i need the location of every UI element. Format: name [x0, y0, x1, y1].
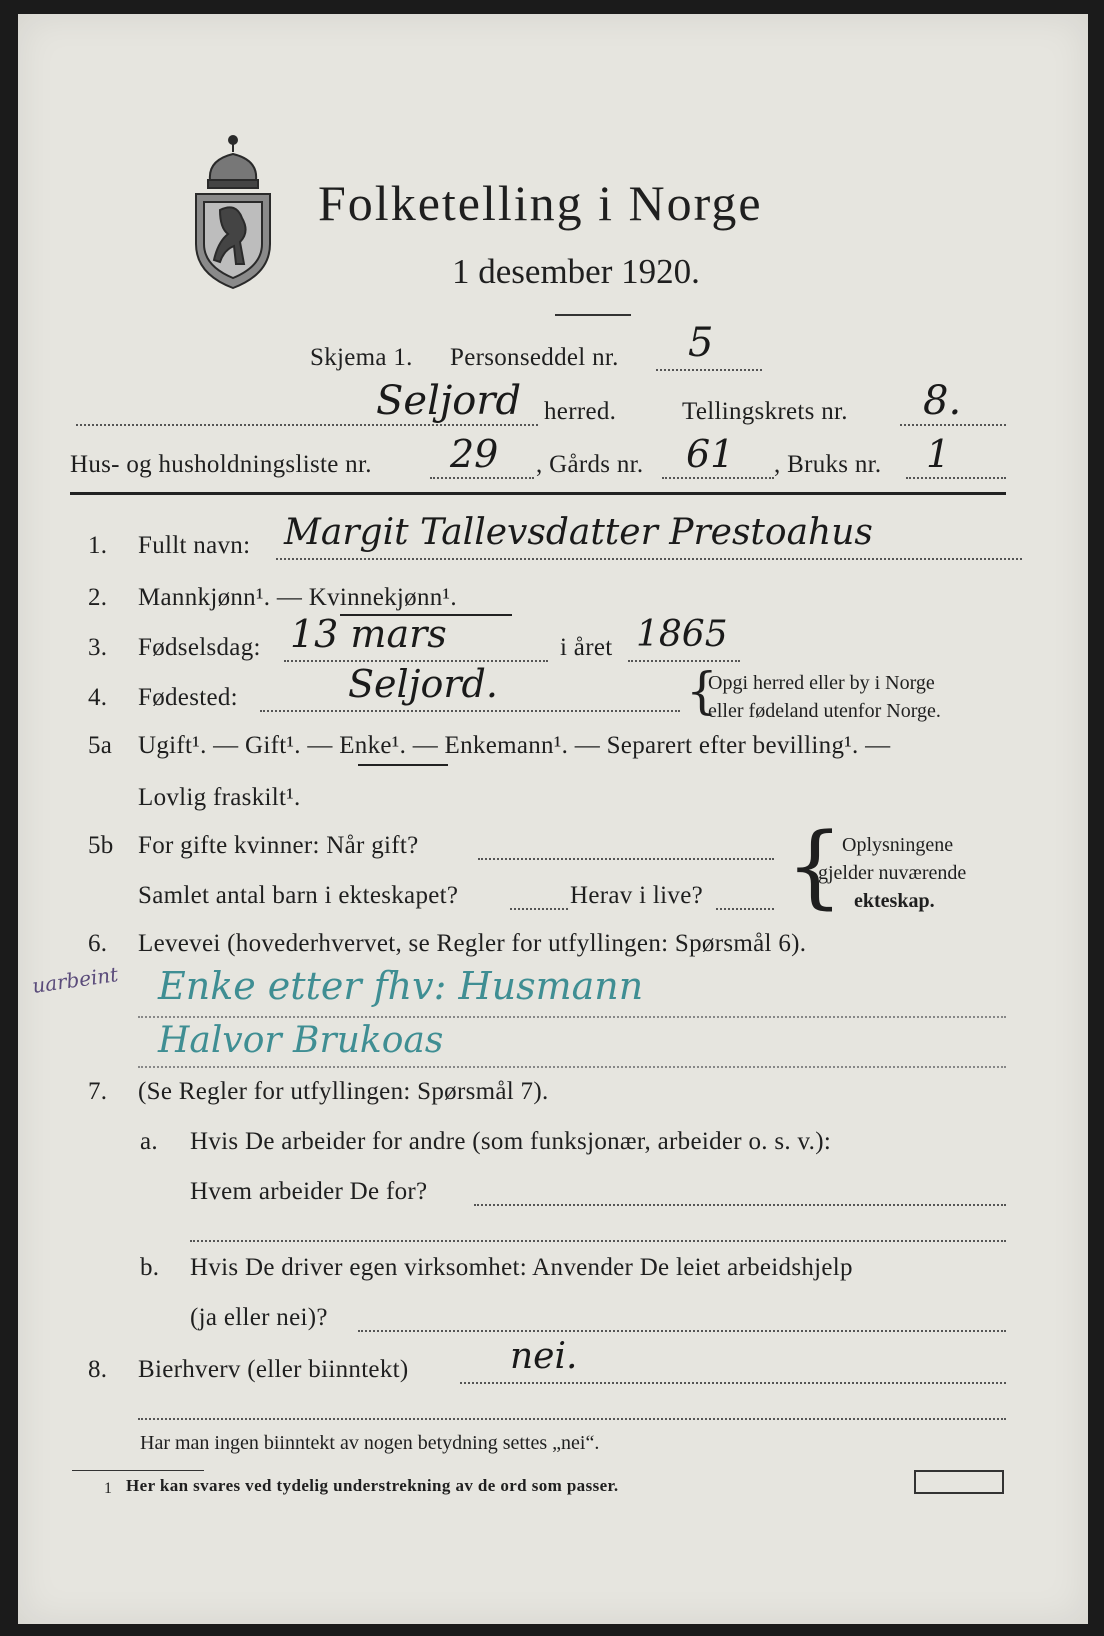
q1-value[interactable]: Margit Tallevsdatter Prestoahus	[284, 512, 873, 553]
q6-value-line-1[interactable]: Enke etter fhv: Husmann	[158, 964, 644, 1008]
q4-note-1: Opgi herred eller by i Norge	[708, 672, 935, 694]
q8-line-2[interactable]	[138, 1418, 1006, 1420]
q7a-line-2[interactable]	[190, 1240, 1006, 1242]
q5a-number: 5a	[88, 732, 113, 759]
census-form-sheet	[18, 14, 1088, 1624]
census-date: 1 desember 1920.	[452, 252, 700, 291]
q5b-line-2	[510, 908, 568, 910]
q3-value[interactable]: 13 mars	[290, 612, 447, 656]
q4-note-2: eller fødeland utenfor Norge.	[708, 700, 941, 722]
q1-label: Fullt navn:	[138, 532, 251, 559]
q6-label: Levevei (hovederhvervet, se Regler for utfyllingen: Spørsmål 6).	[138, 930, 807, 957]
q6-value-line-2[interactable]: Halvor Brukoas	[158, 1020, 444, 1061]
curly-brace-icon: {	[786, 814, 844, 919]
q5b-note-2: gjelder nuværende	[818, 862, 967, 884]
gards-line	[662, 477, 774, 479]
q1-line	[276, 558, 1022, 560]
curly-brace-icon: {	[686, 662, 718, 720]
norwegian-coat-of-arms-icon	[190, 132, 276, 292]
tellingskrets-value[interactable]: 8.	[923, 378, 962, 424]
q3-year-line	[628, 660, 740, 662]
bruks-label: , Bruks nr.	[774, 451, 882, 478]
q7b-line[interactable]	[358, 1330, 1006, 1332]
personseddel-value[interactable]: 5	[688, 320, 714, 366]
herred-line	[76, 424, 538, 426]
personseddel-line	[656, 369, 762, 371]
herred-value[interactable]: Seljord	[376, 378, 522, 424]
q7a-letter: a.	[140, 1128, 158, 1155]
q3-year-value[interactable]: 1865	[636, 614, 728, 655]
q5b-label-3: Herav i live?	[570, 882, 704, 909]
q7b-letter: b.	[140, 1254, 160, 1281]
husliste-value[interactable]: 29	[450, 432, 499, 476]
skjema-label: Skjema 1.	[310, 344, 413, 371]
footnote-text: Her kan svares ved tydelig understrekning av de ord som passer.	[126, 1476, 619, 1495]
q1-number: 1.	[88, 532, 108, 559]
q2-number: 2.	[88, 584, 108, 611]
q5b-note-1: Oplysningene	[842, 834, 954, 856]
printer-stamp	[914, 1470, 1004, 1494]
q7a-label-2: Hvem arbeider De for?	[190, 1178, 428, 1205]
footnote-mark: 1	[104, 1480, 112, 1497]
q5b-label-2: Samlet antal barn i ekteskapet?	[138, 882, 459, 909]
q5b-label: For gifte kvinner: Når gift?	[138, 832, 419, 859]
header-rule	[70, 492, 1006, 495]
q2-label: Mannkjønn¹. — Kvinnekjønn¹.	[138, 584, 457, 611]
q5b-note-3: ekteskap.	[854, 890, 935, 912]
q5b-line-3	[716, 908, 774, 910]
q4-number: 4.	[88, 684, 108, 711]
q6-number: 6.	[88, 930, 108, 957]
gards-value[interactable]: 61	[686, 432, 735, 476]
gards-label: , Gårds nr.	[536, 451, 644, 478]
q4-value[interactable]: Seljord.	[348, 662, 498, 706]
herred-label: herred.	[544, 398, 617, 425]
husliste-line	[430, 477, 534, 479]
tellingskrets-line	[900, 424, 1006, 426]
q5a-label: Ugift¹. — Gift¹. — Enke¹. — Enkemann¹. — Separert efter bevilling¹. —	[138, 732, 891, 759]
q8-note: Har man ingen biinntekt av nogen betydning settes „nei“.	[140, 1432, 600, 1454]
q7a-line-1[interactable]	[474, 1204, 1006, 1206]
q5a-label-2: Lovlig fraskilt¹.	[138, 784, 301, 811]
q3-label: Fødselsdag:	[138, 634, 261, 661]
title-divider	[555, 314, 631, 316]
bruks-value[interactable]: 1	[926, 432, 951, 476]
q5a-underline	[358, 764, 448, 766]
tellingskrets-label: Tellingskrets nr.	[682, 398, 848, 425]
q6-line-1	[138, 1016, 1006, 1018]
q7-number: 7.	[88, 1078, 108, 1105]
q7b-label-2: (ja eller nei)?	[190, 1304, 328, 1331]
q7a-label: Hvis De arbeider for andre (som funksjonær, arbeider o. s. v.):	[190, 1128, 832, 1155]
husliste-label: Hus- og husholdningsliste nr.	[70, 451, 372, 478]
q7-label: (Se Regler for utfyllingen: Spørsmål 7).	[138, 1078, 549, 1105]
q3-year-label: i året	[560, 634, 613, 661]
q8-number: 8.	[88, 1356, 108, 1383]
q8-label: Bierhverv (eller biinntekt)	[138, 1356, 409, 1383]
q5b-number: 5b	[88, 832, 114, 859]
q8-line-1	[460, 1382, 1006, 1384]
q5b-line-1	[478, 858, 774, 860]
page-title: Folketelling i Norge	[318, 175, 763, 231]
q6-line-2	[138, 1066, 1006, 1068]
q4-line	[260, 710, 680, 712]
q8-value[interactable]: nei.	[510, 1336, 578, 1377]
personseddel-label: Personseddel nr.	[450, 344, 619, 371]
q7b-label: Hvis De driver egen virksomhet: Anvender De leiet arbeidshjelp	[190, 1254, 853, 1281]
footnote-rule	[72, 1470, 204, 1471]
q4-label: Fødested:	[138, 684, 238, 711]
q3-number: 3.	[88, 634, 108, 661]
q6-margin-note: uarbeint	[30, 962, 120, 998]
bruks-line	[906, 477, 1006, 479]
